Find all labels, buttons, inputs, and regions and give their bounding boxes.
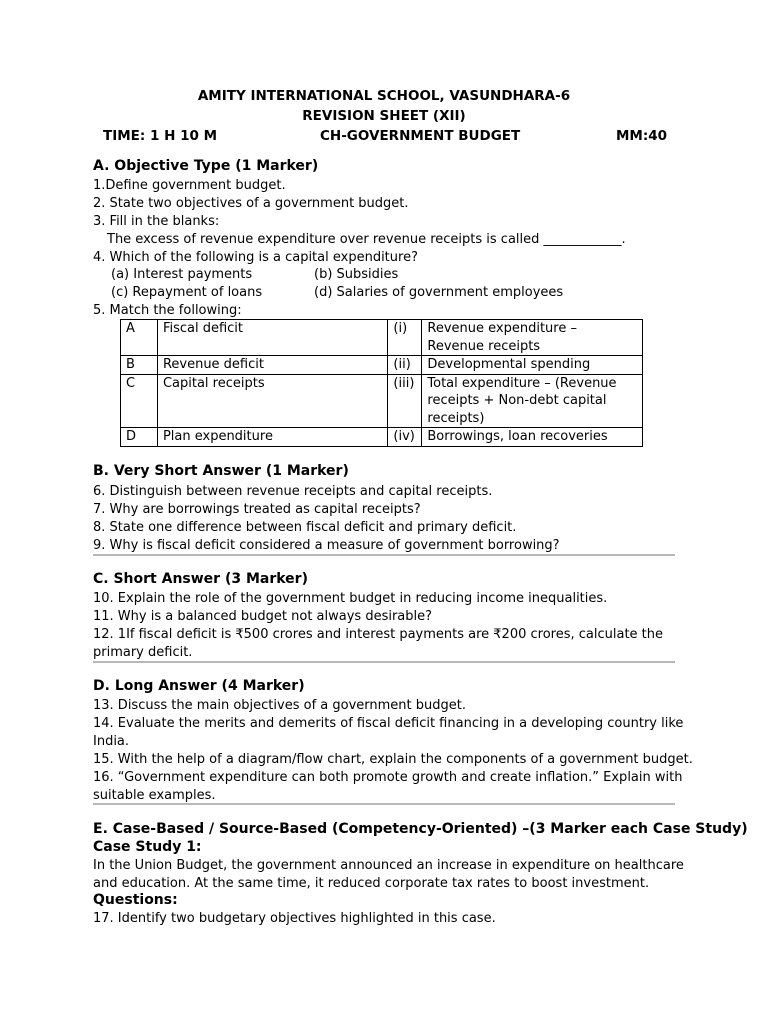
- question-2: 2. State two objectives of a government budget.: [93, 196, 409, 211]
- section-d-title: D. Long Answer (4 Marker): [93, 678, 305, 694]
- match-number: (iv): [388, 428, 422, 447]
- question-17: 17. Identify two budgetary objectives highlighted in this case.: [93, 911, 496, 926]
- section-divider: [93, 661, 675, 663]
- question-12: 12. 1If fiscal deficit is ₹500 crores and interest payments are ₹200 crores, calculate the: [93, 627, 664, 642]
- match-description: Developmental spending: [422, 356, 643, 375]
- match-description: Total expenditure – (Revenue receipts + Non-debt capital receipts): [422, 374, 643, 428]
- match-term: Revenue deficit: [157, 356, 387, 375]
- question-6: 6. Distinguish between revenue receipts and capital receipts.: [93, 484, 493, 499]
- match-key: B: [121, 356, 158, 375]
- case-study-text: In the Union Budget, the government announced an increase in expenditure on healthcare: [93, 858, 684, 873]
- question-3: 3. Fill in the blanks:: [93, 214, 220, 229]
- question-11: 11. Why is a balanced budget not always desirable?: [93, 609, 433, 624]
- section-e-title: E. Case-Based / Source-Based (Competency-Oriented) –(3 Marker each Case Study): [93, 821, 748, 837]
- question-4-option-a: (a) Interest payments: [111, 267, 253, 282]
- question-16-continued: suitable examples.: [93, 788, 216, 803]
- case-study-title: Case Study 1:: [93, 839, 202, 855]
- question-14: 14. Evaluate the merits and demerits of fiscal deficit financing in a developing country like: [93, 716, 684, 731]
- question-1: 1.Define government budget.: [93, 178, 286, 193]
- section-b-title: B. Very Short Answer (1 Marker): [93, 463, 349, 479]
- case-study-text-continued: and education. At the same time, it reduced corporate tax rates to boost investment.: [93, 876, 650, 891]
- chapter-label: CH-GOVERNMENT BUDGET: [320, 128, 521, 144]
- match-key: A: [121, 320, 158, 356]
- sheet-title: REVISION SHEET (XII): [302, 108, 466, 124]
- match-term: Plan expenditure: [157, 428, 387, 447]
- match-description: Revenue expenditure – Revenue receipts: [422, 320, 643, 356]
- question-15: 15. With the help of a diagram/flow chart, explain the components of a government budget.: [93, 752, 693, 767]
- table-row: [121, 356, 643, 375]
- question-9: 9. Why is fiscal deficit considered a measure of government borrowing?: [93, 538, 560, 553]
- question-14-continued: India.: [93, 734, 130, 749]
- question-4-option-d: (d) Salaries of government employees: [314, 285, 564, 300]
- time-label: TIME: 1 H 10 M: [103, 128, 217, 144]
- question-4-option-b: (b) Subsidies: [314, 267, 399, 282]
- section-divider: [93, 803, 675, 805]
- question-16: 16. “Government expenditure can both promote growth and create inflation.” Explain with: [93, 770, 683, 785]
- question-3-text: The excess of revenue expenditure over revenue receipts is called ____________.: [107, 232, 626, 247]
- question-13: 13. Discuss the main objectives of a government budget.: [93, 698, 466, 713]
- section-a-title: A. Objective Type (1 Marker): [93, 158, 319, 174]
- table-row: [121, 320, 643, 356]
- match-key: D: [121, 428, 158, 447]
- match-description: Borrowings, loan recoveries: [422, 428, 643, 447]
- question-10: 10. Explain the role of the government budget in reducing income inequalities.: [93, 591, 608, 606]
- section-divider: [93, 554, 675, 556]
- question-5: 5. Match the following:: [93, 303, 242, 318]
- question-4-option-c: (c) Repayment of loans: [111, 285, 263, 300]
- match-number: (iii): [388, 374, 422, 428]
- school-name: AMITY INTERNATIONAL SCHOOL, VASUNDHARA-6: [197, 88, 571, 104]
- match-term: Capital receipts: [157, 374, 387, 428]
- question-12-continued: primary deficit.: [93, 645, 193, 660]
- question-7: 7. Why are borrowings treated as capital receipts?: [93, 502, 421, 517]
- questions-label: Questions:: [93, 892, 178, 908]
- match-number: (ii): [388, 356, 422, 375]
- max-marks-label: MM:40: [616, 128, 668, 144]
- table-row: [121, 374, 643, 428]
- match-key: C: [121, 374, 158, 428]
- table-row: [121, 428, 643, 447]
- question-4: 4. Which of the following is a capital expenditure?: [93, 250, 418, 265]
- section-c-title: C. Short Answer (3 Marker): [93, 571, 308, 587]
- match-table: [120, 319, 643, 447]
- match-term: Fiscal deficit: [157, 320, 387, 356]
- match-number: (i): [388, 320, 422, 356]
- question-8: 8. State one difference between fiscal deficit and primary deficit.: [93, 520, 517, 535]
